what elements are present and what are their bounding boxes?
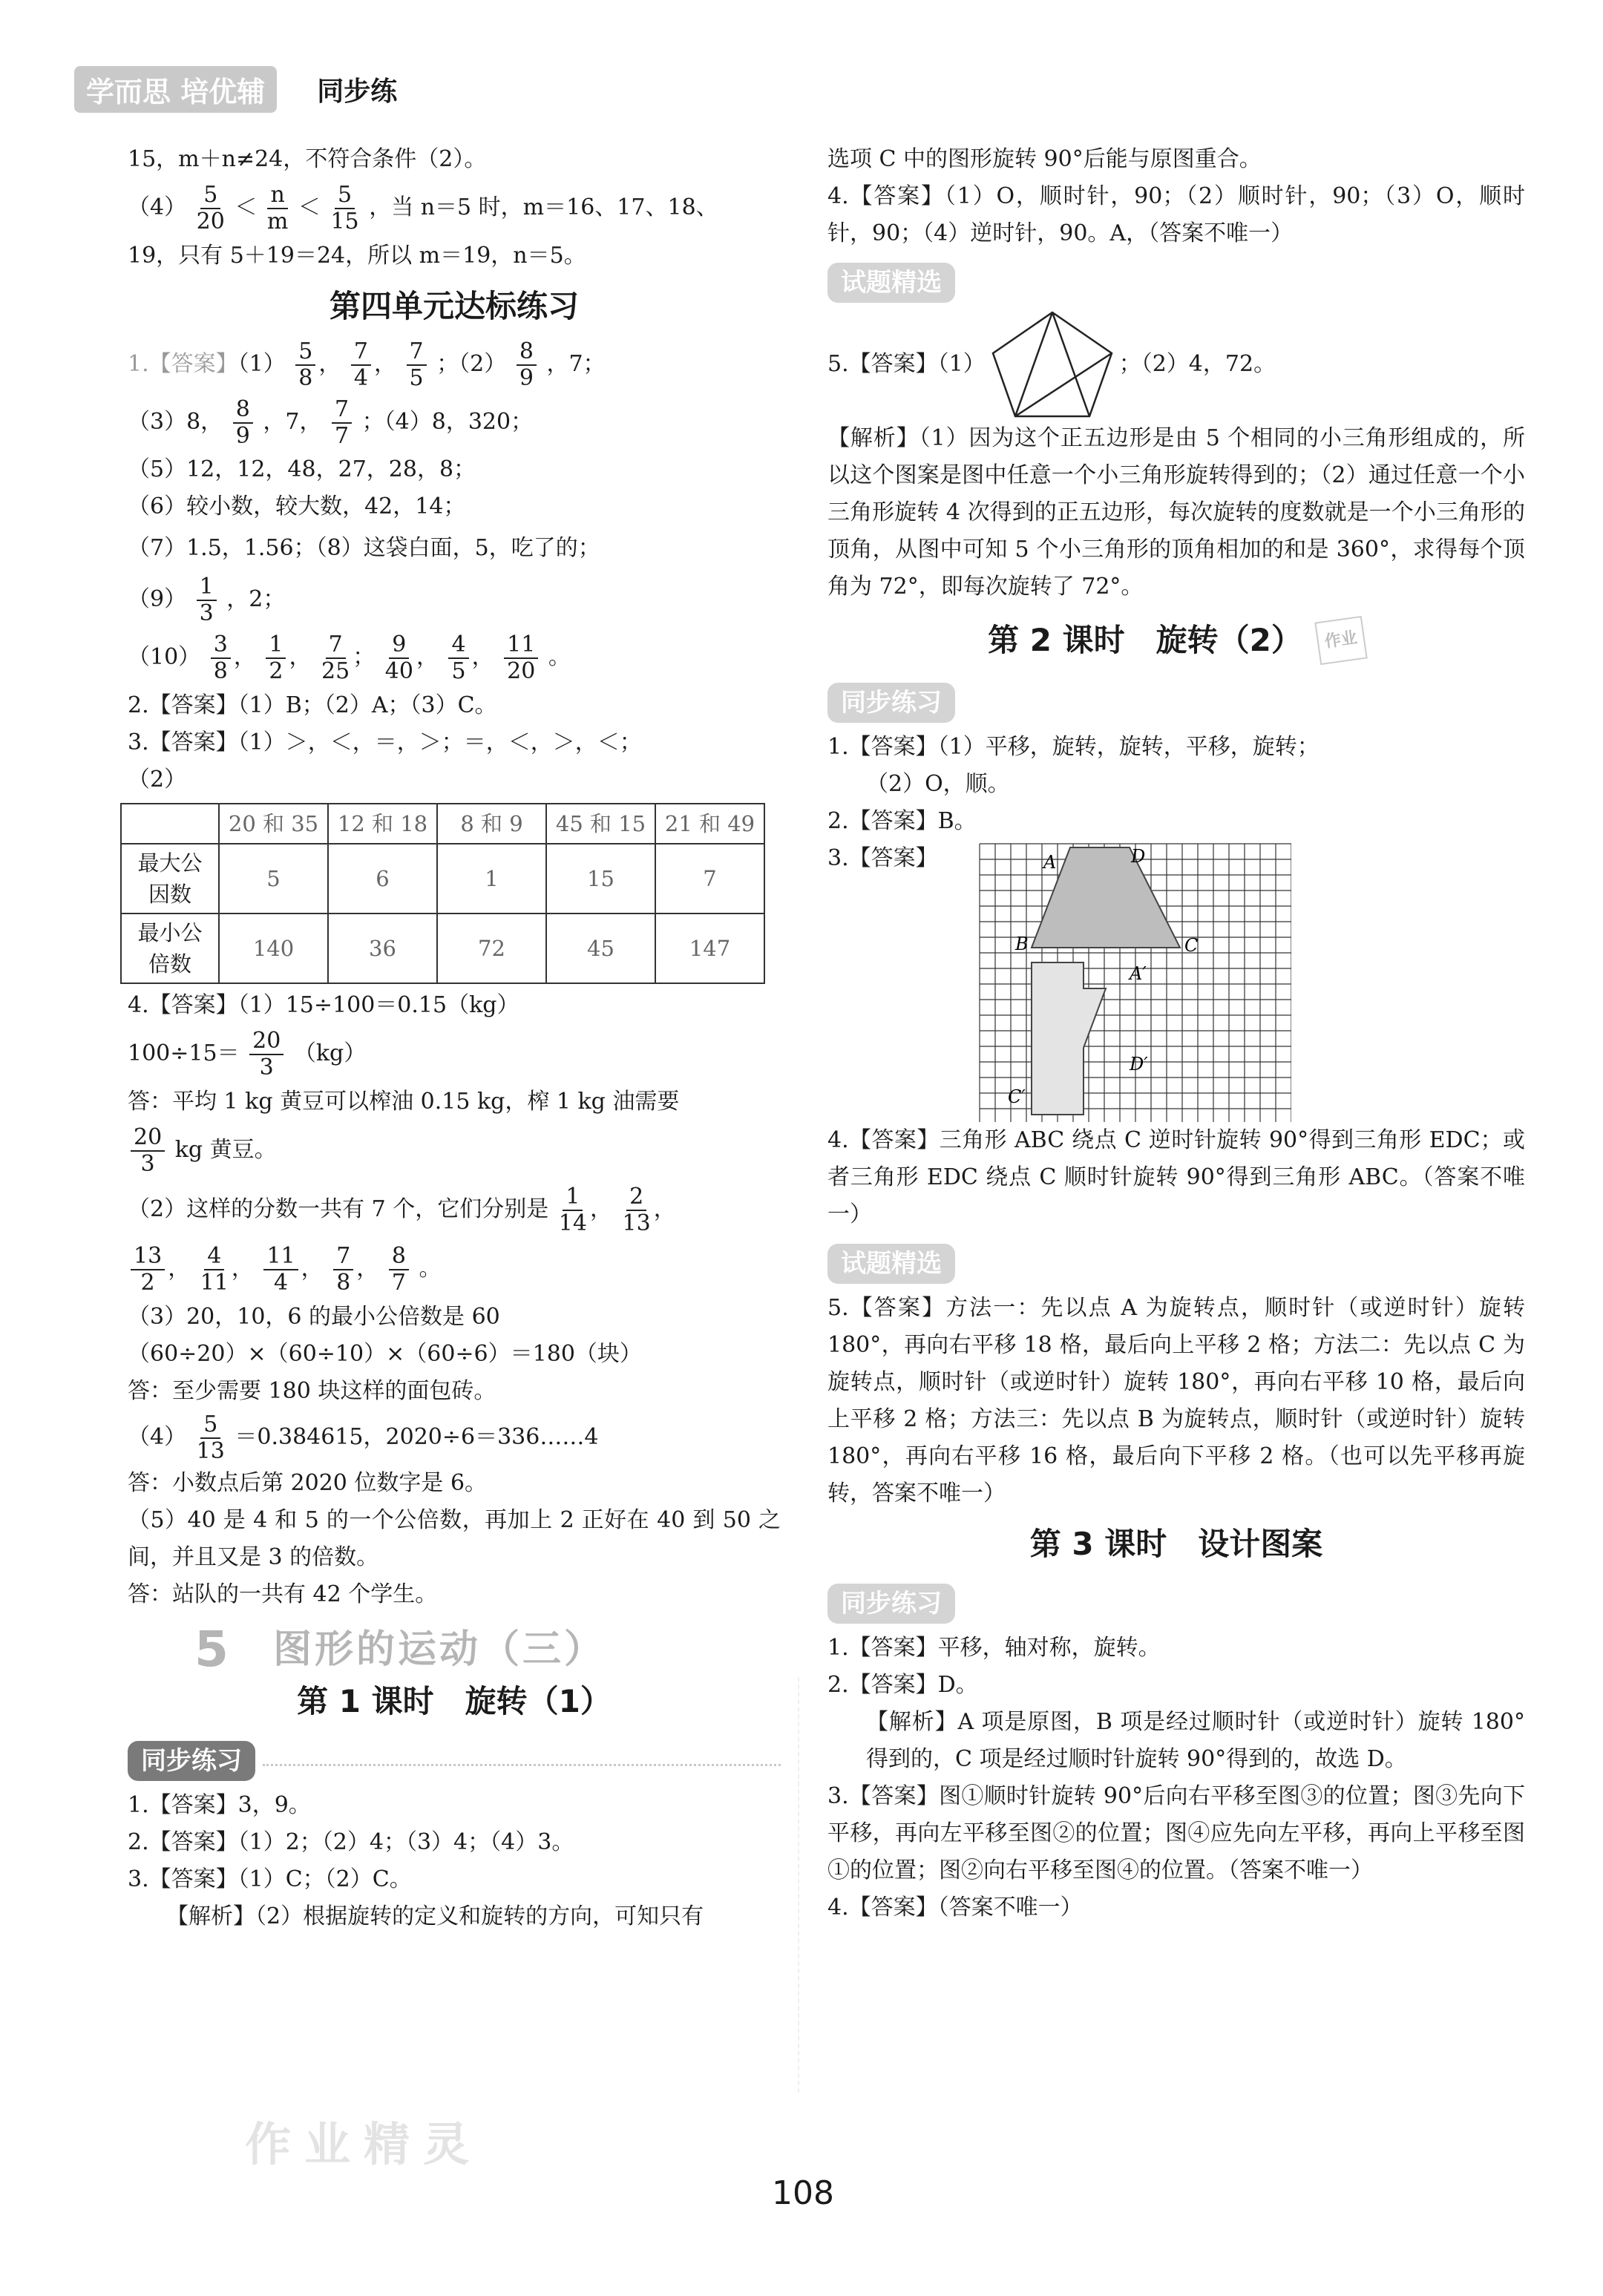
table-cell: 45 xyxy=(546,914,655,983)
text-line: 15，m＋n≠24，不符合条件（2）。 xyxy=(128,146,487,172)
answer-line: 2.【答案】（1）B；（2）A；（3）C。 xyxy=(128,692,497,718)
fraction: $\frac{n}{m}$ xyxy=(266,182,289,234)
table-cell: 20 和 35 xyxy=(219,804,328,844)
svg-text:C′: C′ xyxy=(1008,1086,1026,1107)
svg-text:A: A xyxy=(1043,852,1057,873)
header-subtitle: 同步练 xyxy=(317,76,398,107)
section-badge: 同步练习 xyxy=(827,1584,955,1624)
text-line: 选项 C 中的图形旋转 90°后能与原图重合。 xyxy=(827,146,1262,172)
fraction: $\frac{5}{15}$ xyxy=(330,182,359,234)
answer-line: （2）O，顺。 xyxy=(866,771,1010,797)
answer-line: 2.【答案】B。 xyxy=(827,808,977,834)
table-header-row xyxy=(121,804,764,844)
section-badge-row xyxy=(827,252,1525,309)
answer-line: （5）12，12，48，27，28，8； xyxy=(128,456,476,482)
stamp-label: 作业 xyxy=(1314,616,1367,665)
answer-line: （9） $\frac{1}{3}$ ，2； xyxy=(128,574,286,626)
unit-title: 第四单元达标练习 xyxy=(329,288,579,324)
answer-line: （3）8， $\frac{8}{9}$ ，7， $\frac{7}{7}$ ；（4）8，320； xyxy=(128,396,534,449)
column-divider xyxy=(798,1677,799,2093)
answer-line: 100÷15＝ $\frac{20}{3}$ （kg） xyxy=(128,1028,367,1080)
answer-line: 1.【答案】3，9。 xyxy=(128,1792,311,1818)
answer-line: 1.【答案】（1） $\frac{5}{8}$ ， $\frac{7}{4}$ ， $\frac{7}{5}$ ；（2） $\frac{8}{9}$ ，7； xyxy=(128,338,606,391)
analysis-paragraph: 【解析】（1）因为这个正五边形是由 5 个相同的小三角形组成的，所以这个图案是图中任意一个小三角形旋转得到的；（2）通过任意一个小三角形旋转 4 次得到的正五边形，每次旋转的度数就是一个小三角形的顶角，从图中可知 5 个小三角形的顶角相加的和是 360°，求得每个顶角为 72°，即每次旋转了 72°。 xyxy=(827,425,1525,600)
section-badge-row xyxy=(827,1573,1525,1630)
row-header: 最大公因数 xyxy=(121,844,219,914)
table-row xyxy=(121,844,764,914)
answer-paragraph: 5.【答案】方法一：先以点 A 为旋转点，顺时针（或逆时针）旋转 180°，再向右平移 18 格，最后向上平移 2 格；方法二：先以点 C 为旋转点，顺时针（或逆时针）旋转 180°，再向右平移 10 格，最后向上平移 2 格；方法三：先以点 B 为旋转点，顺时针（或逆时针）旋转 180°，再向右平移 16 格，最后向下平移 2 格。（也可以先平移再旋转，答案不唯一） xyxy=(827,1295,1525,1506)
answer-line: 答：小数点后第 2020 位数字是 6。 xyxy=(128,1470,488,1496)
answer-paragraph: （5）40 是 4 和 5 的一个公倍数，再加上 2 正好在 40 到 50 之间，并且又是 3 的倍数。 xyxy=(128,1507,781,1570)
table-cell: 8 和 9 xyxy=(437,804,546,844)
answer-line: $\frac{20}{3}$ kg 黄豆。 xyxy=(128,1121,781,1180)
table-cell: 15 xyxy=(546,844,655,914)
table-cell: 5 xyxy=(219,844,328,914)
section-badge: 同步练习 xyxy=(128,1741,255,1781)
answer-line: 4.【答案】（1）15÷100＝0.15（kg） xyxy=(128,992,519,1018)
chapter-number: 5 xyxy=(194,1621,229,1678)
chapter-heading xyxy=(194,1621,781,1678)
page-number: 108 xyxy=(772,2174,834,2212)
table-cell: 45 和 15 xyxy=(546,804,655,844)
lesson-title-row xyxy=(827,619,1525,662)
rotation-grid-figure xyxy=(972,840,1291,1122)
table-cell: 21 和 49 xyxy=(655,804,764,844)
section-badge: 试题精选 xyxy=(827,1244,955,1284)
section-badge-row xyxy=(827,1233,1525,1290)
row-header: 最小公倍数 xyxy=(121,914,219,983)
answer-line: （7）1.5，1.56；（8）这袋白面，5，吃了的； xyxy=(128,535,600,561)
answer-line: $\frac{13}{2}$ ， $\frac{4}{11}$ ， $\frac{11}{4}$ ， $\frac{7}{8}$ ， $\frac{8}{7}$ 。 xyxy=(128,1239,781,1299)
answer-line: 3.【答案】（1）＞，＜，＝，＞；＝，＜，＞，＜； xyxy=(128,729,642,755)
answer-line: 答：站队的一共有 42 个学生。 xyxy=(128,1581,438,1607)
answer-paragraph: 4.【答案】（1）O，顺时针，90；（2）顺时针，90；（3）O，顺时针，90；（4）逆时针，90。A，（答案不唯一） xyxy=(827,183,1525,246)
answer-paragraph: 4.【答案】三角形 ABC 绕点 C 逆时针旋转 90°得到三角形 EDC；或者三角形 EDC 绕点 C 顺时针旋转 90°得到三角形 ABC。（答案不唯一） xyxy=(827,1127,1525,1227)
text-line: （4） $\frac{5}{20}$ ＜ $\frac{n}{m}$ ＜ $\frac{5}{15}$ ，当 n＝5 时，m＝16、17、18、 xyxy=(128,182,718,234)
answer-line: 【解析】（2）根据旋转的定义和旋转的方向，可知只有 xyxy=(166,1903,704,1929)
svg-text:D: D xyxy=(1131,846,1146,867)
answer-line: （10） $\frac{3}{8}$ ， $\frac{1}{2}$ ， $\frac{7}{25}$ ； $\frac{9}{40}$ ， $\frac{4}{5}$ ， $\frac{11}{20}$ 。 xyxy=(128,632,571,684)
right-column xyxy=(827,141,1525,1926)
answer-line: 答：至少需要 180 块这样的面包砖。 xyxy=(128,1378,496,1404)
lesson-title: 第 1 课时 旋转（1） xyxy=(297,1683,612,1719)
table-cell: 36 xyxy=(328,914,437,983)
lesson-title: 第 3 课时 设计图案 xyxy=(1029,1526,1323,1562)
analysis-paragraph: 【解析】A 项是原图，B 项是经过顺时针（或逆时针）旋转 180°得到的，C 项是经过顺时针旋转 90°得到的，故选 D。 xyxy=(866,1709,1525,1772)
table-cell: 6 xyxy=(328,844,437,914)
table-cell: 7 xyxy=(655,844,764,914)
svg-text:B: B xyxy=(1015,934,1029,954)
table-cell: 147 xyxy=(655,914,764,983)
section-badge-row xyxy=(128,1731,781,1787)
table-cell: 140 xyxy=(219,914,328,983)
answer-line: 4.【答案】（答案不唯一） xyxy=(827,1895,1083,1921)
answer-line: 3.【答案】（1）C；（2）C。 xyxy=(128,1866,412,1892)
answer-line: （3）20，10，6 的最小公倍数是 60 xyxy=(128,1304,500,1330)
grid-answer: 3.【答案】 A D B C A′ D′ C′ xyxy=(827,840,1525,1122)
table-cell: 12 和 18 xyxy=(328,804,437,844)
answer-paragraph: 3.【答案】图①顺时针旋转 90°后向右平移至图③的位置；图③先向下平移，再向左平移至图②的位置；图④应先向左平移，再向上平移至图①的位置；图②向右平移至图④的位置。（答案不唯一） xyxy=(827,1783,1525,1883)
pentagon-figure xyxy=(986,309,1119,420)
gcd-lcm-table xyxy=(120,803,765,984)
table-cell: 1 xyxy=(437,844,546,914)
text-line: 19，只有 5＋19＝24，所以 m＝19，n＝5。 xyxy=(128,243,586,269)
lesson-title: 第 2 课时 旋转（2） xyxy=(988,622,1302,658)
answer-line: （6）较小数，较大数，42，14； xyxy=(128,493,466,519)
section-badge-row xyxy=(827,672,1525,729)
answer-line: （2） xyxy=(128,767,187,793)
table-cell: 72 xyxy=(437,914,546,983)
fraction: $\frac{5}{20}$ xyxy=(196,182,225,234)
answer-line: （2）这样的分数一共有 7 个，它们分别是 $\frac{1}{14}$ ， $\frac{2}{13}$ ， xyxy=(128,1184,676,1236)
answer-line: 5.【答案】（1） ；（2）4，72。 xyxy=(827,309,1525,420)
publisher-logo: 学而思 培优辅 xyxy=(74,66,277,113)
watermark: 作业精灵 xyxy=(245,2117,483,2171)
answer-line: 1.【答案】（1）平移，旋转，旋转，平移，旋转； xyxy=(827,734,1320,760)
answer-line: （4） $\frac{5}{13}$ ＝0.384615，2020÷6＝336……4 xyxy=(128,1411,599,1464)
answer-line: 2.【答案】D。 xyxy=(827,1672,978,1698)
section-badge: 试题精选 xyxy=(827,263,955,303)
answer-line: 2.【答案】（1）2；（2）4；（3）4；（4）3。 xyxy=(128,1829,574,1855)
chapter-title: 图形的运动（三） xyxy=(272,1627,606,1672)
section-badge: 同步练习 xyxy=(827,683,955,723)
svg-text:D′: D′ xyxy=(1130,1054,1148,1075)
answer-line: 答：平均 1 kg 黄豆可以榨油 0.15 kg，榨 1 kg 油需要 xyxy=(128,1089,680,1115)
page-header xyxy=(74,68,397,110)
answer-line: 1.【答案】平移，轴对称，旋转。 xyxy=(827,1635,1161,1661)
table-row xyxy=(121,914,764,983)
svg-text:C: C xyxy=(1184,935,1199,956)
left-column xyxy=(128,141,781,1935)
svg-text:A′: A′ xyxy=(1130,963,1147,984)
answer-line: （60÷20）×（60÷10）×（60÷6）＝180（块） xyxy=(128,1341,642,1367)
